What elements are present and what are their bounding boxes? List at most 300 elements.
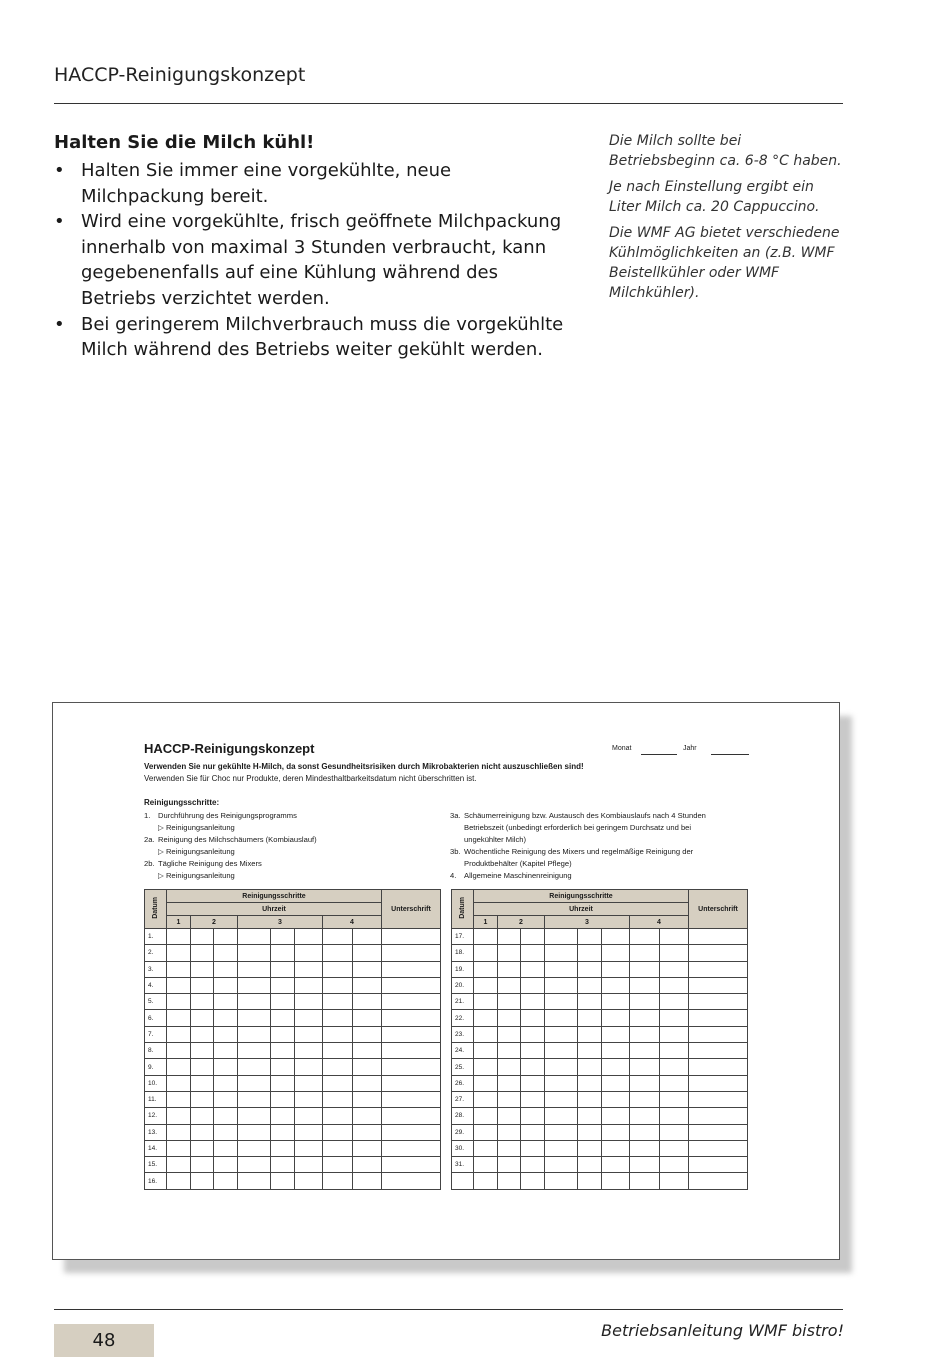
day-cell: 21. xyxy=(452,994,474,1010)
time-cell xyxy=(498,1075,521,1091)
time-cell xyxy=(323,1075,353,1091)
signature-cell xyxy=(382,929,441,945)
time-cell xyxy=(521,994,545,1010)
time-cell xyxy=(578,1157,602,1173)
time-cell xyxy=(323,1091,353,1107)
table-header-row xyxy=(452,890,748,903)
time-cell xyxy=(602,977,630,993)
time-cell xyxy=(602,1157,630,1173)
time-cell xyxy=(630,1075,660,1091)
table-row xyxy=(145,1026,441,1042)
time-cell xyxy=(238,1010,271,1026)
time-cell xyxy=(271,1140,295,1156)
time-cell xyxy=(660,1043,689,1059)
table-row xyxy=(145,1010,441,1026)
time-cell xyxy=(578,1026,602,1042)
time-cell xyxy=(498,945,521,961)
time-cell xyxy=(521,929,545,945)
time-cell xyxy=(498,1059,521,1075)
time-cell xyxy=(602,1124,630,1140)
step-text: ▷ Reinigungsanleitung xyxy=(158,823,235,832)
time-cell xyxy=(323,1124,353,1140)
time-cell xyxy=(353,1140,382,1156)
day-cell: 15. xyxy=(145,1157,167,1173)
time-cell xyxy=(660,961,689,977)
step-text: ungekühlter Milch) xyxy=(464,835,527,844)
datum-label: Datum xyxy=(152,897,159,919)
step-col-header: 2 xyxy=(498,916,545,929)
signature-cell xyxy=(689,1173,748,1189)
time-cell xyxy=(167,929,191,945)
time-cell xyxy=(602,1043,630,1059)
table-row xyxy=(145,1157,441,1173)
day-cell: 31. xyxy=(452,1157,474,1173)
time-cell xyxy=(191,977,214,993)
year-field xyxy=(711,754,749,755)
time-cell xyxy=(214,929,238,945)
time-cell xyxy=(578,1108,602,1124)
datum-header xyxy=(145,890,167,929)
time-cell xyxy=(630,1091,660,1107)
signature-cell xyxy=(689,945,748,961)
step-col-header: 3 xyxy=(238,916,323,929)
table-row xyxy=(145,945,441,961)
time-cell xyxy=(578,1075,602,1091)
signature-cell xyxy=(382,1140,441,1156)
table-row xyxy=(452,1043,748,1059)
day-cell xyxy=(452,1173,474,1189)
margin-note: Je nach Einstellung ergibt ein Liter Milch ca. 20 Cappuccino. xyxy=(609,179,820,215)
time-cell xyxy=(323,945,353,961)
step-row xyxy=(450,858,760,870)
time-cell xyxy=(498,1140,521,1156)
day-cell: 12. xyxy=(145,1108,167,1124)
time-cell xyxy=(602,1075,630,1091)
table-row xyxy=(145,1140,441,1156)
step-text: Schäumerreinigung bzw. Austausch des Kombiauslaufs nach 4 Stunden xyxy=(464,811,706,820)
time-cell xyxy=(238,945,271,961)
table-row xyxy=(452,1059,748,1075)
datum-header xyxy=(452,890,474,929)
time-cell xyxy=(295,945,323,961)
time-cell xyxy=(271,1108,295,1124)
time-cell xyxy=(214,1173,238,1189)
time-cell xyxy=(578,977,602,993)
cleaning-log-table-right xyxy=(451,889,748,1190)
month-label: Monat xyxy=(612,745,632,752)
time-cell xyxy=(545,1059,578,1075)
time-cell xyxy=(214,994,238,1010)
step-col-header: 4 xyxy=(323,916,382,929)
time-cell xyxy=(167,994,191,1010)
time-cell xyxy=(545,1140,578,1156)
manual-title: Betriebsanleitung WMF bistro! xyxy=(601,1321,844,1340)
time-cell xyxy=(167,945,191,961)
time-cell xyxy=(602,1010,630,1026)
signature-cell xyxy=(382,1043,441,1059)
time-cell xyxy=(191,994,214,1010)
bullet-icon: • xyxy=(54,160,65,181)
step-number: 1. xyxy=(144,811,151,820)
day-cell: 26. xyxy=(452,1075,474,1091)
time-cell xyxy=(271,1157,295,1173)
time-cell xyxy=(630,961,660,977)
steps-header: Reinigungsschritte xyxy=(167,890,382,903)
time-cell xyxy=(545,994,578,1010)
table-row xyxy=(452,994,748,1010)
time-cell xyxy=(238,1157,271,1173)
time-cell xyxy=(474,1010,498,1026)
time-cell xyxy=(630,945,660,961)
time-cell xyxy=(167,1075,191,1091)
time-cell xyxy=(521,1091,545,1107)
time-cell xyxy=(238,1140,271,1156)
day-cell: 25. xyxy=(452,1059,474,1075)
time-cell xyxy=(630,1157,660,1173)
time-cell xyxy=(578,1010,602,1026)
time-cell xyxy=(271,945,295,961)
form-warning: Verwenden Sie nur gekühlte H-Milch, da sonst Gesundheitsrisiken durch Mikrobakterien nicht auszuschließen sind! xyxy=(144,762,584,771)
time-cell xyxy=(474,1108,498,1124)
time-cell xyxy=(521,1059,545,1075)
step-text: ▷ Reinigungsanleitung xyxy=(158,871,235,880)
time-cell xyxy=(191,1010,214,1026)
day-cell: 3. xyxy=(145,961,167,977)
day-cell: 22. xyxy=(452,1010,474,1026)
time-cell xyxy=(498,1043,521,1059)
time-cell xyxy=(498,961,521,977)
day-cell: 23. xyxy=(452,1026,474,1042)
time-cell xyxy=(353,1157,382,1173)
time-cell xyxy=(214,1043,238,1059)
time-cell xyxy=(630,1043,660,1059)
time-cell xyxy=(214,945,238,961)
time-cell xyxy=(474,1043,498,1059)
time-cell xyxy=(521,1010,545,1026)
step-col-header: 3 xyxy=(545,916,630,929)
time-cell xyxy=(660,945,689,961)
time-cell xyxy=(323,1140,353,1156)
time-cell xyxy=(191,1157,214,1173)
time-cell xyxy=(191,1091,214,1107)
time-cell xyxy=(660,1124,689,1140)
time-cell xyxy=(271,1043,295,1059)
time-cell xyxy=(271,977,295,993)
table-row xyxy=(145,961,441,977)
signature-cell xyxy=(689,1010,748,1026)
time-cell xyxy=(474,1059,498,1075)
bullet-icon: • xyxy=(54,211,65,233)
time-cell xyxy=(498,1124,521,1140)
signature-cell xyxy=(382,1075,441,1091)
table-row xyxy=(145,994,441,1010)
day-cell: 2. xyxy=(145,945,167,961)
day-cell: 30. xyxy=(452,1140,474,1156)
signature-cell xyxy=(689,977,748,993)
time-cell xyxy=(191,961,214,977)
day-cell: 17. xyxy=(452,929,474,945)
time-cell xyxy=(295,1075,323,1091)
time-cell xyxy=(238,1124,271,1140)
day-cell: 27. xyxy=(452,1091,474,1107)
time-cell xyxy=(521,977,545,993)
day-cell: 4. xyxy=(145,977,167,993)
time-cell xyxy=(545,1043,578,1059)
time-cell xyxy=(191,1124,214,1140)
time-cell xyxy=(353,977,382,993)
time-cell xyxy=(214,1108,238,1124)
time-cell xyxy=(295,1043,323,1059)
main-content xyxy=(54,130,574,363)
step-text: ▷ Reinigungsanleitung xyxy=(158,847,235,856)
time-cell xyxy=(545,961,578,977)
time-cell xyxy=(167,1010,191,1026)
signature-cell xyxy=(382,1026,441,1042)
time-cell xyxy=(660,1059,689,1075)
time-cell xyxy=(602,1173,630,1189)
table-row xyxy=(145,1075,441,1091)
time-cell xyxy=(630,1010,660,1026)
steps-header: Reinigungsschritte xyxy=(474,890,689,903)
day-cell: 8. xyxy=(145,1043,167,1059)
time-cell xyxy=(238,1173,271,1189)
bullet-icon: • xyxy=(54,313,65,335)
time-cell xyxy=(191,945,214,961)
form-title: HACCP-Reinigungskonzept xyxy=(144,741,315,756)
time-cell xyxy=(521,961,545,977)
step-row xyxy=(144,858,454,870)
time-cell xyxy=(295,1026,323,1042)
signature-cell xyxy=(382,961,441,977)
time-cell xyxy=(578,945,602,961)
time-cell xyxy=(295,1124,323,1140)
time-cell xyxy=(498,1173,521,1189)
step-row xyxy=(450,846,760,858)
day-cell: 16. xyxy=(145,1173,167,1189)
time-cell xyxy=(578,1124,602,1140)
time-cell xyxy=(238,1091,271,1107)
step-number: 2a. xyxy=(144,835,155,844)
time-cell xyxy=(191,929,214,945)
signature-header: Unterschrift xyxy=(382,890,441,929)
day-cell: 13. xyxy=(145,1124,167,1140)
table-row xyxy=(452,961,748,977)
time-cell xyxy=(353,1059,382,1075)
signature-cell xyxy=(382,994,441,1010)
time-cell xyxy=(660,994,689,1010)
time-cell xyxy=(238,994,271,1010)
page-header-title: HACCP-Reinigungskonzept xyxy=(54,64,306,86)
time-cell xyxy=(323,1108,353,1124)
time-cell xyxy=(521,1157,545,1173)
time-cell xyxy=(191,1043,214,1059)
time-cell xyxy=(295,1091,323,1107)
time-cell xyxy=(545,1157,578,1173)
time-cell xyxy=(271,1010,295,1026)
time-cell xyxy=(353,945,382,961)
step-row xyxy=(450,822,760,834)
time-cell xyxy=(521,945,545,961)
page-number-box xyxy=(54,1324,154,1357)
time-cell xyxy=(521,1026,545,1042)
day-cell: 11. xyxy=(145,1091,167,1107)
table-row xyxy=(145,1091,441,1107)
time-cell xyxy=(474,961,498,977)
time-cell xyxy=(167,1108,191,1124)
bullet-text: Halten Sie immer eine vorgekühlte, neue Milchpackung bereit. xyxy=(81,160,452,207)
time-cell xyxy=(498,977,521,993)
bullet-text: Bei geringerem Milchverbrauch muss die vorgekühlte Milch während des Betriebs weiter gekühlt werden. xyxy=(81,313,564,361)
step-row xyxy=(450,810,760,822)
time-cell xyxy=(602,961,630,977)
time-cell xyxy=(214,1091,238,1107)
time-header: Uhrzeit xyxy=(167,903,382,916)
time-cell xyxy=(238,1026,271,1042)
time-cell xyxy=(167,1157,191,1173)
table-row xyxy=(452,1091,748,1107)
step-row xyxy=(144,834,454,846)
time-cell xyxy=(295,1173,323,1189)
time-cell xyxy=(602,945,630,961)
time-cell xyxy=(474,1091,498,1107)
signature-cell xyxy=(382,1173,441,1189)
time-cell xyxy=(295,1140,323,1156)
time-cell xyxy=(498,1108,521,1124)
step-number xyxy=(450,858,464,870)
time-cell xyxy=(271,994,295,1010)
signature-cell xyxy=(689,1026,748,1042)
time-cell xyxy=(271,1173,295,1189)
datum-label: Datum xyxy=(459,897,466,919)
time-cell xyxy=(578,1091,602,1107)
margin-notes xyxy=(609,131,845,309)
table-row xyxy=(145,1108,441,1124)
day-cell: 28. xyxy=(452,1108,474,1124)
table-row xyxy=(452,929,748,945)
time-cell xyxy=(630,1124,660,1140)
time-cell xyxy=(271,1075,295,1091)
table-header-row xyxy=(145,890,441,903)
time-cell xyxy=(545,1075,578,1091)
list-item xyxy=(54,158,574,209)
time-cell xyxy=(191,1026,214,1042)
time-cell xyxy=(474,945,498,961)
day-cell: 10. xyxy=(145,1075,167,1091)
step-number xyxy=(144,846,158,858)
step-text: Reinigung des Milchschäumers (Kombiauslauf) xyxy=(158,835,317,844)
table-row xyxy=(452,1010,748,1026)
time-cell xyxy=(545,1010,578,1026)
time-cell xyxy=(660,1108,689,1124)
time-cell xyxy=(214,1059,238,1075)
time-cell xyxy=(474,1173,498,1189)
year-label: Jahr xyxy=(683,745,697,752)
time-cell xyxy=(474,1124,498,1140)
time-cell xyxy=(521,1075,545,1091)
table-row xyxy=(145,1173,441,1189)
time-cell xyxy=(214,1026,238,1042)
step-col-header: 1 xyxy=(167,916,191,929)
steps-heading: Reinigungsschritte: xyxy=(144,798,220,807)
cleaning-log-table-left xyxy=(144,889,441,1190)
time-cell xyxy=(167,1140,191,1156)
time-cell xyxy=(214,961,238,977)
signature-cell xyxy=(382,1010,441,1026)
month-field xyxy=(641,754,677,755)
step-row xyxy=(450,834,760,846)
time-cell xyxy=(353,1010,382,1026)
time-cell xyxy=(578,1059,602,1075)
step-row xyxy=(144,810,454,822)
table-row xyxy=(145,1043,441,1059)
time-cell xyxy=(498,994,521,1010)
time-cell xyxy=(353,929,382,945)
steps-right xyxy=(450,810,760,882)
table-row xyxy=(452,977,748,993)
time-cell xyxy=(660,1173,689,1189)
time-cell xyxy=(323,961,353,977)
signature-cell xyxy=(382,1108,441,1124)
step-row xyxy=(144,846,454,858)
step-number xyxy=(144,822,158,834)
step-text: Allgemeine Maschinenreinigung xyxy=(464,871,572,880)
time-cell xyxy=(353,1124,382,1140)
time-cell xyxy=(630,1059,660,1075)
day-cell: 1. xyxy=(145,929,167,945)
time-cell xyxy=(214,1075,238,1091)
time-cell xyxy=(521,1043,545,1059)
time-cell xyxy=(602,1026,630,1042)
time-cell xyxy=(521,1140,545,1156)
time-cell xyxy=(323,1010,353,1026)
table-row xyxy=(452,1026,748,1042)
step-number xyxy=(450,834,464,846)
time-cell xyxy=(238,1043,271,1059)
time-cell xyxy=(630,1108,660,1124)
time-cell xyxy=(602,1108,630,1124)
time-cell xyxy=(214,1140,238,1156)
time-cell xyxy=(474,1075,498,1091)
time-cell xyxy=(578,1043,602,1059)
time-cell xyxy=(602,1140,630,1156)
time-cell xyxy=(474,977,498,993)
time-cell xyxy=(474,1157,498,1173)
time-cell xyxy=(545,1026,578,1042)
time-cell xyxy=(353,1108,382,1124)
time-cell xyxy=(191,1140,214,1156)
step-col-header: 4 xyxy=(630,916,689,929)
time-cell xyxy=(167,1059,191,1075)
time-cell xyxy=(323,1043,353,1059)
time-cell xyxy=(660,1010,689,1026)
time-cell xyxy=(660,1140,689,1156)
time-cell xyxy=(521,1173,545,1189)
time-cell xyxy=(353,1173,382,1189)
table-row xyxy=(452,1075,748,1091)
time-cell xyxy=(630,929,660,945)
time-cell xyxy=(498,929,521,945)
time-cell xyxy=(323,1173,353,1189)
time-cell xyxy=(167,1173,191,1189)
table-row xyxy=(145,1124,441,1140)
step-text: Durchführung des Reinigungsprogramms xyxy=(158,811,297,820)
time-cell xyxy=(295,929,323,945)
time-cell xyxy=(295,1010,323,1026)
step-col-header: 2 xyxy=(191,916,238,929)
header-divider xyxy=(54,103,843,104)
haccp-form xyxy=(52,702,840,1260)
table-row xyxy=(452,1108,748,1124)
